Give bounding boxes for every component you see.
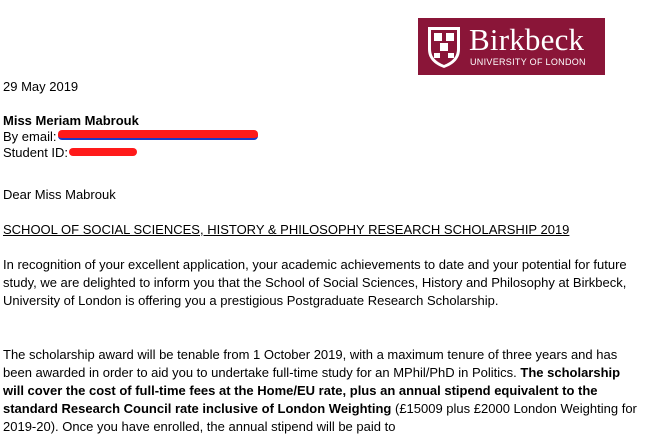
letter-date: 29 May 2019 xyxy=(3,79,79,94)
student-id-row xyxy=(3,145,137,161)
student-id-label: Student ID: xyxy=(3,145,69,160)
paragraph-recognition: In recognition of your excellent application, your academic achievements to date and your potential for future study, we are delighted to inform you that the School of Social Sciences, History and Philosophy at Birkbeck, University of London is offering you a prestigious Postgraduate Research Scholarship. xyxy=(3,257,627,308)
letter-heading: SCHOOL OF SOCIAL SCIENCES, HISTORY & PHILOSOPHY RESEARCH SCHOLARSHIP 2019 xyxy=(3,222,570,237)
paragraph-scholarship xyxy=(3,346,643,436)
paragraph-scholarship-start: The scholarship award will be tenable from 1 October 2019, with a maximum tenure of three years and has been awarded in order to aid you to undertake full-time study for an MPhil/PhD in Politics. xyxy=(3,347,618,380)
student-id-redaction xyxy=(69,148,137,156)
email-label: By email: xyxy=(3,129,57,144)
recipient-name: Miss Meriam Mabrouk xyxy=(3,113,139,128)
salutation: Dear Miss Mabrouk xyxy=(3,187,116,202)
email-redaction xyxy=(58,130,258,140)
crest-icon xyxy=(426,25,462,69)
logo-subtitle: UNIVERSITY OF LONDON xyxy=(470,57,586,67)
paragraph-scholarship-end: (£15009 plus £2000 London Weighting for 2019-20). Once you have enrolled, the annual stipend will be paid to xyxy=(3,401,637,434)
logo-name: Birkbeck xyxy=(469,22,585,57)
birkbeck-logo xyxy=(418,18,605,75)
email-row xyxy=(3,129,258,145)
paragraph-scholarship-bold: The scholarship will cover the cost of full-time fees at the Home/EU rate, plus an annual stipend equivalent to the standard Research Council rate inclusive of London Weighting xyxy=(3,365,621,416)
